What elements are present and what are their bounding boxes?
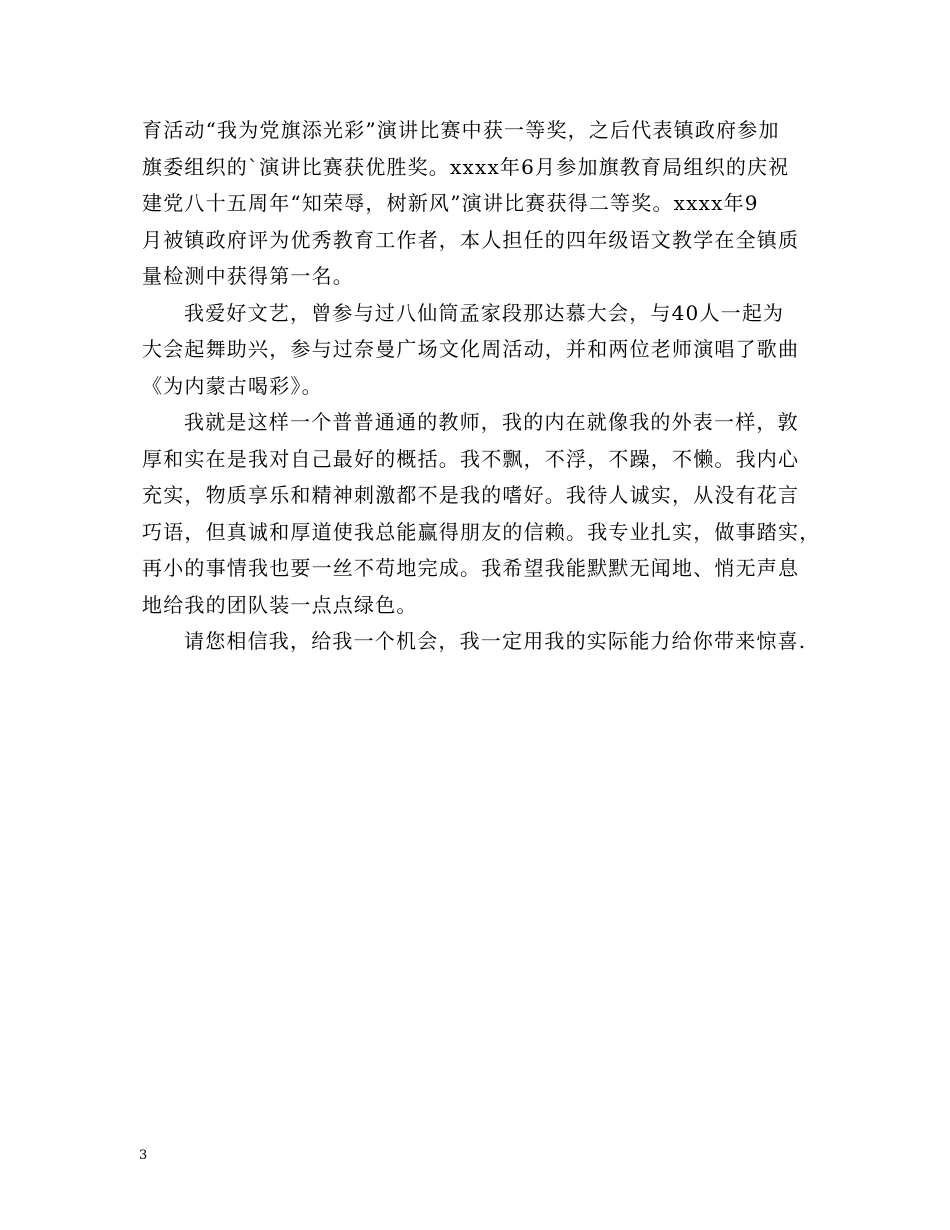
paragraph-2-line-1: 我爱好文艺，曾参与过八仙筒孟家段那达慕大会，与40人一起为 <box>184 300 785 325</box>
paragraph-1-line-5: 量检测中获得第一名。 <box>142 264 354 288</box>
paragraph-1-line-3: 建党八十五周年“知荣辱，树新风”演讲比赛获得二等奖。xxxx年9 <box>142 191 759 215</box>
paragraph-1-line-4: 月被镇政府评为优秀教育工作者，本人担任的四年级语文教学在全镇质 <box>142 227 800 252</box>
paragraph-3-line-2: 厚和实在是我对自己最好的概括。我不飘，不浮，不躁，不懒。我内心 <box>142 446 800 471</box>
paragraph-3-line-1: 我就是这样一个普普通通的教师，我的内在就像我的外表一样，敦 <box>184 410 799 434</box>
paragraph-2-line-2: 大会起舞助兴，参与过奈曼广场文化周活动，并和两位老师演唱了歌曲 <box>142 337 800 361</box>
paragraph-4-line-1: 请您相信我，给我一个机会，我一定用我的实际能力给你带来惊喜. <box>184 629 807 653</box>
paragraph-3-line-4: 巧语，但真诚和厚道使我总能赢得朋友的信赖。我专业扎实，做事踏实， <box>142 519 821 544</box>
paragraph-1-line-1: 育活动“我为党旗添光彩”演讲比赛中获一等奖，之后代表镇政府参加 <box>142 118 780 142</box>
paragraph-3-line-3: 充实，物质享乐和精神刺激都不是我的嗜好。我待人诚实，从没有花言 <box>142 483 800 507</box>
page-number: 3 <box>139 1148 148 1163</box>
paragraph-3-line-6: 地给我的团队装一点点绿色。 <box>142 592 418 617</box>
paragraph-2-line-3: 《为内蒙古喝彩》。 <box>142 373 323 398</box>
paragraph-3-line-5: 再小的事情我也要一丝不苟地完成。我希望我能默默无闻地、悄无声息 <box>142 556 800 580</box>
paragraph-1-line-2: 旗委组织的`演讲比赛获优胜奖。xxxx年6月参加旗教育局组织的庆祝 <box>142 154 790 179</box>
document-body <box>142 112 821 660</box>
